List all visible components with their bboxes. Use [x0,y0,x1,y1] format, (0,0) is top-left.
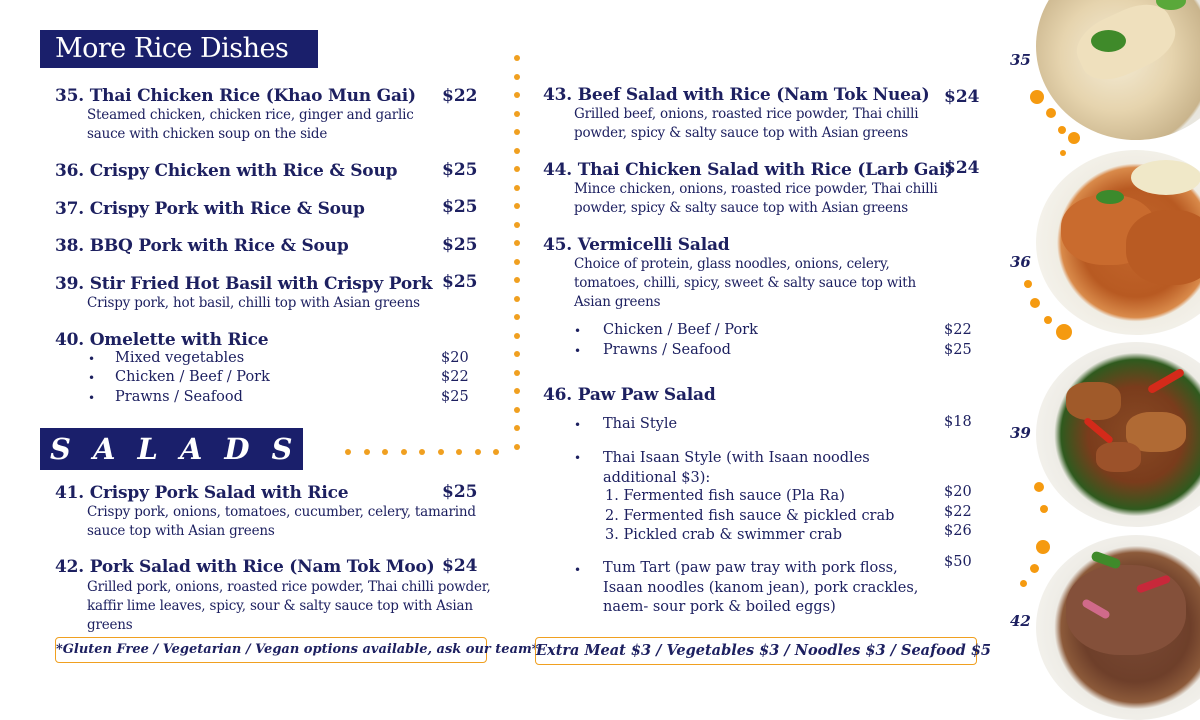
item-description: Steamed chicken, chicken rice, ginger and garlic sauce with chicken soup on the side [87,107,414,142]
extras-note: Extra Meat $3 / Vegetables $3 / Noodles $3 / Seafood $5 [535,637,977,665]
divider-dot [475,449,481,455]
item-price: $24 [944,87,980,107]
option-label: Tum Tart (paw paw tray with pork floss, Isaan noodles (kanom jean), pork crackles, naem- sour pork & boiled eggs) [603,560,919,615]
item-description: Grilled pork, onions, roasted rice powder, Thai chilli powder, kaffir lime leaves, spicy, sour & salty sauce top with Asian greens [87,579,491,633]
bullet: • [574,563,582,577]
divider-dot [514,222,520,228]
divider-dot [493,449,499,455]
dietary-note: *Gluten Free / Vegetarian / Vegan options available, ask our team* [55,637,487,663]
option-label: Mixed vegetables [115,350,245,366]
item-name: Crispy Pork with Rice & Soup [89,199,365,219]
divider-dot [514,388,520,394]
option-price: $18 [944,414,972,430]
item-number: 42. [55,557,84,577]
bullet: • [574,451,582,465]
sub-option-label: 1. Fermented fish sauce (Pla Ra) [605,488,845,504]
divider-dot [514,203,520,209]
chicken-rice-image [1036,0,1200,140]
option-label: Chicken / Beef / Pork [603,322,758,338]
item-name: BBQ Pork with Rice & Soup [89,236,349,256]
salads-heading: SALADS [40,428,303,470]
divider-dot [514,240,520,246]
option-price: $50 [944,554,972,570]
divider-dot [514,185,520,191]
item-number: 43. [543,85,572,105]
item-number: 44. [543,160,572,180]
divider-dot [514,351,520,357]
item-number: 45. [543,235,572,255]
divider-dot [514,92,520,98]
item-number: 35. [55,86,84,106]
basil-pork-image [1036,342,1200,527]
item-price: $22 [442,86,478,106]
item-description: Crispy pork, hot basil, chilli top with Asian greens [87,295,420,311]
bullet: • [574,344,582,358]
item-name: Crispy Pork Salad with Rice [89,483,349,503]
divider-dot [514,333,520,339]
item-name: Pork Salad with Rice (Nam Tok Moo) [89,557,435,577]
item-name: Paw Paw Salad [577,385,716,405]
item-number: 38. [55,236,84,256]
bullet: • [88,391,96,405]
bullet: • [88,352,96,366]
bullet: • [574,324,582,338]
item-number: 40. [55,330,84,350]
item-name: Omelette with Rice [89,330,269,350]
sub-option-label: 2. Fermented fish sauce & pickled crab [605,508,895,524]
option-label: Prawns / Seafood [115,389,243,405]
option-label: Thai Isaan Style (with Isaan noodles additional $3): [603,450,870,486]
item-price: $24 [442,556,478,576]
item-number: 36. [55,161,84,181]
item-price: $24 [944,158,980,178]
divider-dot [514,296,520,302]
item-name: Thai Chicken Salad with Rice (Larb Gai) [577,160,954,180]
item-price: $25 [442,235,478,255]
item-price: $25 [442,160,478,180]
item-number: 41. [55,483,84,503]
item-name: Thai Chicken Rice (Khao Mun Gai) [89,86,416,106]
divider-dot [364,449,370,455]
divider-dot [514,444,520,450]
photo-label: 35 [1010,51,1031,69]
item-name: Crispy Chicken with Rice & Soup [89,161,398,181]
sub-option-label: 3. Pickled crab & swimmer crab [605,527,843,543]
item-description: Crispy pork, onions, tomatoes, cucumber, celery, tamarind sauce top with Asian greens [87,504,476,539]
bullet: • [574,418,582,432]
sub-option-price: $22 [944,504,972,520]
divider-dot [401,449,407,455]
item-description: Choice of protein, glass noodles, onions, celery, tomatoes, chilli, spicy, sweet & salty sauce top with Asian greens [574,256,916,310]
item-name: Beef Salad with Rice (Nam Tok Nuea) [577,85,930,105]
item-price: $25 [442,197,478,217]
divider-dot [514,407,520,413]
item-price: $25 [442,272,478,292]
divider-dot [514,74,520,80]
divider-dot [514,259,520,265]
divider-dot [514,129,520,135]
divider-dot [419,449,425,455]
option-label: Chicken / Beef / Pork [115,369,270,385]
item-name: Stir Fried Hot Basil with Crispy Pork [89,274,433,294]
divider-dot [514,55,520,61]
divider-dot [514,148,520,154]
sub-option-price: $26 [944,523,972,539]
divider-dot [514,166,520,172]
divider-dot [514,277,520,283]
divider-dot [382,449,388,455]
bullet: • [88,371,96,385]
sub-option-price: $20 [944,484,972,500]
option-label: Thai Style [603,416,678,432]
divider-dot [345,449,351,455]
item-number: 46. [543,385,572,405]
option-price: $22 [944,322,972,338]
item-description: Mince chicken, onions, roasted rice powder, Thai chilli powder, spicy & salty sauce top with Asian greens [574,181,938,216]
item-description: Grilled beef, onions, roasted rice powder, Thai chilli powder, spicy & salty sauce top with Asian greens [574,106,919,141]
divider-dot [514,370,520,376]
divider-dot [514,314,520,320]
option-label: Prawns / Seafood [603,342,731,358]
divider-dot [456,449,462,455]
option-price: $25 [441,389,469,405]
item-number: 39. [55,274,84,294]
option-price: $22 [441,369,469,385]
photo-label: 36 [1010,253,1031,271]
crispy-chicken-image [1036,150,1200,335]
item-name: Vermicelli Salad [577,235,730,255]
page-title: More Rice Dishes [40,30,318,68]
photo-label: 42 [1010,612,1031,630]
item-number: 37. [55,199,84,219]
divider-dot [514,111,520,117]
option-price: $25 [944,342,972,358]
item-price: $25 [442,482,478,502]
option-price: $20 [441,350,469,366]
divider-dot [438,449,444,455]
pork-salad-image [1036,535,1200,720]
divider-dot [514,425,520,431]
photo-label: 39 [1010,424,1031,442]
